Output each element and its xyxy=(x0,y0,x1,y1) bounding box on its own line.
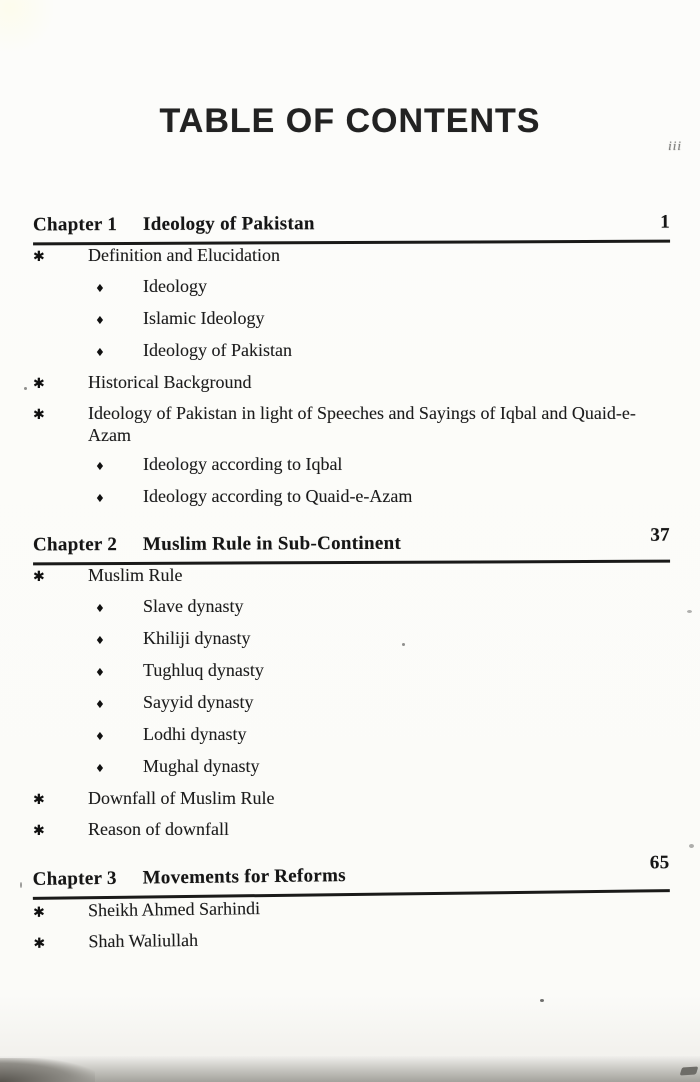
toc-item xyxy=(33,787,670,811)
toc-item xyxy=(33,453,670,478)
toc-item-label: Khiliji dynasty xyxy=(143,628,251,648)
star-bullet-icon: ✱ xyxy=(33,376,45,392)
toc-item xyxy=(33,659,670,684)
diamond-bullet-icon: ♦ xyxy=(95,282,105,295)
toc-item xyxy=(33,564,670,588)
diamond-bullet-icon: ♦ xyxy=(95,346,105,359)
scan-speck xyxy=(402,643,405,646)
scan-speck xyxy=(687,610,692,613)
chapter-3-section xyxy=(32,852,670,955)
toc-item-label: Shah Waliullah xyxy=(88,929,199,952)
toc-item-label: Ideology xyxy=(143,276,207,296)
toc-item xyxy=(33,818,670,842)
toc-item-label: Islamic Ideology xyxy=(143,308,265,328)
scan-speck xyxy=(540,999,544,1002)
star-bullet-icon: ✱ xyxy=(33,823,45,839)
diamond-bullet-icon: ♦ xyxy=(95,314,105,327)
toc-item xyxy=(33,923,670,955)
diamond-bullet-icon: ♦ xyxy=(95,634,105,647)
toc-item-label: Mughal dynasty xyxy=(143,756,260,776)
toc-content xyxy=(0,212,700,951)
scan-speck xyxy=(20,882,22,888)
toc-item xyxy=(33,595,670,620)
star-bullet-icon: ✱ xyxy=(32,904,45,921)
toc-item xyxy=(33,339,670,364)
chapter-label: Chapter 1 xyxy=(32,214,118,236)
toc-item-label: Muslim Rule xyxy=(88,565,183,585)
toc-item xyxy=(33,485,670,510)
page-title: TABLE OF CONTENTS xyxy=(159,102,541,140)
diamond-bullet-icon: ♦ xyxy=(95,730,105,743)
diamond-bullet-icon: ♦ xyxy=(95,762,105,775)
toc-item-label: Sayyid dynasty xyxy=(143,692,254,712)
toc-item-label: Tughluq dynasty xyxy=(143,660,264,680)
scan-speck xyxy=(689,844,694,848)
toc-item-label: Definition and Elucidation xyxy=(88,245,280,265)
chapter-2-section xyxy=(32,524,670,842)
diamond-bullet-icon: ♦ xyxy=(95,698,105,711)
toc-item-label: Lodhi dynasty xyxy=(143,724,247,744)
diamond-bullet-icon: ♦ xyxy=(95,492,105,505)
toc-item xyxy=(33,402,670,446)
star-bullet-icon: ✱ xyxy=(33,792,45,808)
star-bullet-icon: ✱ xyxy=(33,569,45,585)
chapter-label: Chapter 2 xyxy=(32,534,118,556)
chapter-page-number: 65 xyxy=(649,852,670,874)
toc-item xyxy=(33,307,670,332)
toc-item xyxy=(33,723,670,748)
scan-corner-blotch xyxy=(0,1058,95,1082)
chapter-title: Ideology of Pakistan xyxy=(142,213,315,235)
star-bullet-icon: ✱ xyxy=(33,407,45,423)
toc-item-label: Ideology of Pakistan in light of Speeches and Sayings of Iqbal and Quaid-e-Azam xyxy=(88,403,636,445)
toc-item xyxy=(33,755,670,780)
chapter-heading xyxy=(33,211,670,246)
chapter-heading xyxy=(32,524,670,566)
star-bullet-icon: ✱ xyxy=(33,249,45,265)
chapter-page-number: 1 xyxy=(660,211,671,233)
diamond-bullet-icon: ♦ xyxy=(95,666,105,679)
chapter-title: Movements for Reforms xyxy=(142,865,347,889)
toc-item xyxy=(33,244,670,268)
scan-corner-mark xyxy=(680,1066,699,1075)
chapter-1-section xyxy=(33,212,670,510)
toc-item xyxy=(33,691,670,716)
scan-speck xyxy=(24,387,27,390)
toc-item xyxy=(33,275,670,300)
toc-item-label: Downfall of Muslim Rule xyxy=(88,788,275,808)
chapter-title: Muslim Rule in Sub-Continent xyxy=(142,532,402,555)
page-number-top: iii xyxy=(668,138,682,153)
diamond-bullet-icon: ♦ xyxy=(95,602,105,615)
chapter-page-number: 37 xyxy=(650,524,670,546)
toc-item-label: Ideology according to Quaid-e-Azam xyxy=(143,486,413,506)
chapter-label: Chapter 3 xyxy=(32,867,117,890)
diamond-bullet-icon: ♦ xyxy=(95,460,105,473)
toc-item-label: Slave dynasty xyxy=(143,596,244,616)
scan-edge-shadow xyxy=(0,1056,700,1082)
toc-item xyxy=(33,371,670,395)
toc-item-label: Sheikh Ahmed Sarhindi xyxy=(87,898,261,921)
toc-item-label: Historical Background xyxy=(88,372,252,392)
toc-item-label: Ideology of Pakistan xyxy=(143,340,292,360)
toc-item-label: Ideology according to Iqbal xyxy=(143,454,343,474)
toc-item-label: Reason of downfall xyxy=(88,819,229,839)
toc-item xyxy=(33,627,670,652)
star-bullet-icon: ✱ xyxy=(33,935,46,952)
